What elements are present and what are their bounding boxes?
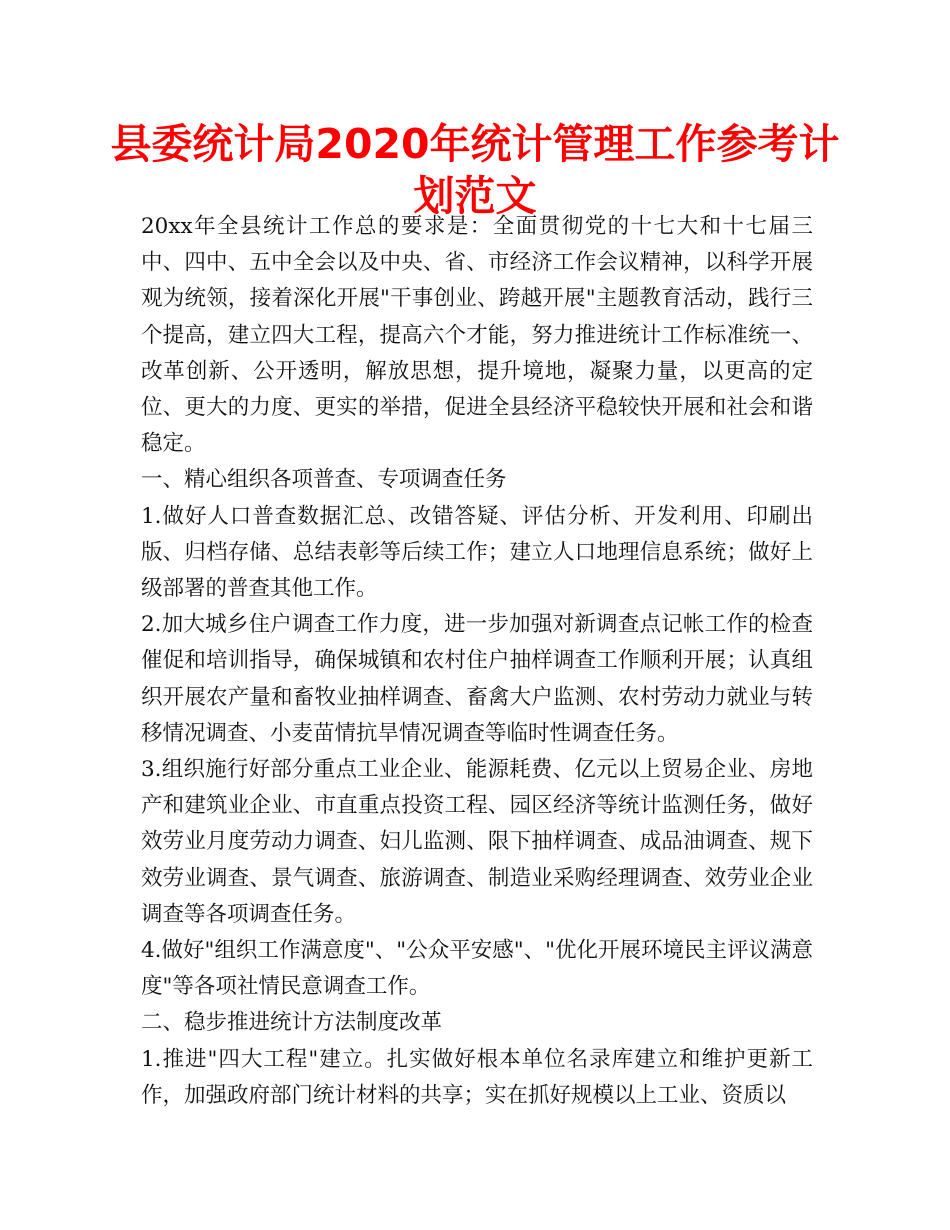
list-item-1-2: 2.加大城乡住户调查工作力度，进一步加强对新调查点记帐工作的检查催促和培训指导，确保城镇和农村住户抽样调查工作顺利开展；认真组织开展农产量和畜牧业抽样调查、畜禽大户监测、农村劳动力就业与转移情况调查、小麦苗情抗旱情况调查等临时性调查任务。 [141,612,813,746]
list-item-1-4: 4.做好"组织工作满意度"、"公众平安感"、"优化开展环境民主评议满意度"等各项社情民意调查工作。 [141,938,813,1000]
list-item-2-1: 1.推进"四大工程"建立。扎实做好根本单位名录库建立和维护更新工作，加强政府部门统计材料的共享；实在抓好规模以上工业、资质以 [141,1046,813,1108]
list-item-1-1: 1.做好人口普查数据汇总、改错答疑、评估分析、开发利用、印刷出版、归档存储、总结表彰等后续工作；建立人口地理信息系统；做好上级部署的普查其他工作。 [141,503,813,602]
section-heading-1: 一、精心组织各项普查、专项调查任务 [141,467,507,493]
section-heading-2: 二、稳步推进统计方法制度改革 [141,1010,443,1036]
list-item-1-3: 3.组织施行好部分重点工业企业、能源耗费、亿元以上贸易企业、房地产和建筑业企业、市直重点投资工程、园区经济等统计监测任务，做好效劳业月度劳动力调查、妇儿监测、限下抽样调查、成品油调查、规下效劳业调查、景气调查、旅游调查、制造业采购经理调查、效劳业企业调查等各项调查任务。 [141,757,813,927]
intro-paragraph: 20xx年全县统计工作总的要求是：全面贯彻党的十七大和十七届三中、四中、五中全会以及中央、省、市经济工作会议精神，以科学开展观为统领，接着深化开展"干事创业、跨越开展"主题教育活动，践行三个提高，建立四大工程，提高六个才能，努力推进统计工作标准统一、改革创新、公开透明，解放思想，提升境地，凝聚力量，以更高的定位、更大的力度、更实的举措，促进全县经济平稳较快开展和社会和谐稳定。 [141,214,813,457]
document-title: 县委统计局2020年统计管理工作参考计划范文 [110,120,840,220]
document-body [141,209,813,1114]
